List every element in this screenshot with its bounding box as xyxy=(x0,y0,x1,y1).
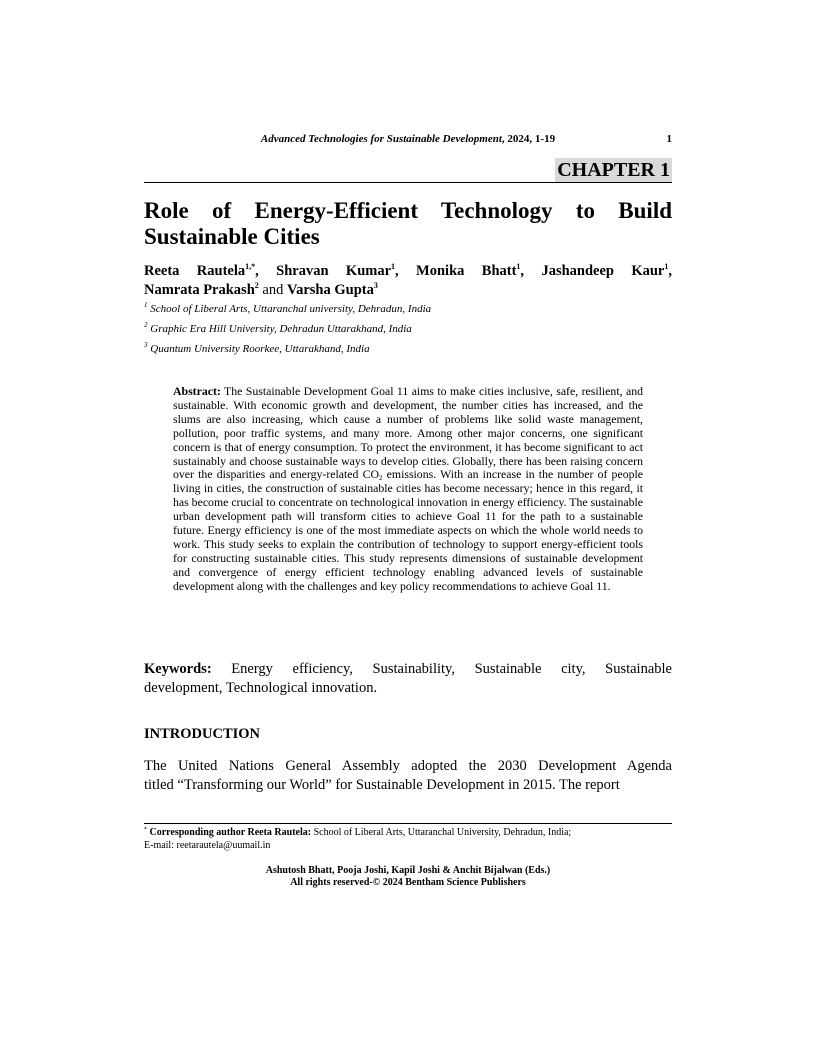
header-rule xyxy=(144,182,672,183)
editors-line: Ashutosh Bhatt, Pooja Joshi, Kapil Joshi & Anchit Bijalwan (Eds.) xyxy=(265,865,551,876)
affiliation: $^2$ Graphic Era Hill University, Dehradun Uttarakhand, India xyxy=(144,321,412,335)
author-affil-mark: 1 xyxy=(664,262,669,271)
running-header xyxy=(144,133,672,145)
author-list xyxy=(144,262,672,300)
chapter-label: CHAPTER 1 xyxy=(557,159,670,181)
footnote: * Corresponding author Reeta Rautela: School of Liberal Arts, Uttaranchal University, Dehradun, India; E-mail: reetarautela@uumail.in xyxy=(144,827,572,851)
body-text: The United Nations General Assembly adopted the 2030 Development Agenda titled “Transforming our World” for Sustainable Development in 2015. The report xyxy=(144,758,672,793)
author-name: Jashandeep Kaur xyxy=(541,263,665,279)
author-affil-mark: 3 xyxy=(373,281,378,290)
abstract-label: Abstract: xyxy=(173,384,221,398)
title-line-2: Sustainable Cities xyxy=(144,224,320,249)
affiliation: $^3$ Quantum University Roorkee, Uttarakhand, India xyxy=(144,341,370,355)
copyright-line: All rights reserved-© 2024 Bentham Science Publishers xyxy=(290,877,526,888)
affiliation: $^1$ School of Liberal Arts, Uttaranchal university, Dehradun, India xyxy=(144,301,432,315)
author-line-2: Namrata Prakash$^2$ and Varsha Gupta$^3$ xyxy=(144,281,378,298)
journal-title: Advanced Technologies for Sustainable Development xyxy=(260,133,502,145)
keywords: Keywords: Energy efficiency, Sustainability, Sustainable city, Sustainable development, Technological innovation. xyxy=(144,661,672,696)
author-affil-mark: 1 xyxy=(391,262,396,271)
author-name: Shravan Kumar xyxy=(276,263,392,279)
abstract: Abstract: The Sustainable Development Goal 11 aims to make cities inclusive, safe, resilient, and sustainable. With economic growth and development, the number cities has increased, and the slums are also increasing, which cause a number of problems like solid waste management, pollution, poor traffic systems, and many more. Among other major concerns, one significant concern is that of energy consumption. To protect the environment, it has become significant to act sustainably and choose sustainable ways to develop cities. Globally, there has been raising concern over the disparities and energy-related $CO_2$ emissions. With an increase in the number of people living in cities, the construction of sustainable cities has become necessary; hence in this regard, it has become crucial to concentrate on technological innovation in energy efficiency. The sustainable urban development path will transform cities to achieve Goal 11 for the path to a sustainable future. Energy efficiency is one of the most immediate aspects on which the whole world needs to work. This study seeks to explain the contribution of technology to support energy-efficient tools for constructing sustainable cities. This study represents dimensions of sustainable development and convergence of energy efficient technology enabling advanced levels of sustainable development along with the challenges and key policy recommendations to achieve Goal 11. xyxy=(173,384,643,593)
paper-title xyxy=(144,198,672,250)
page-number: 1 xyxy=(666,133,672,145)
footnote-email: E-mail: reetarautela@uumail.in xyxy=(144,840,271,851)
author-name: Varsha Gupta xyxy=(286,282,374,298)
footnote-rule xyxy=(144,823,672,824)
author-affil-mark: 2 xyxy=(254,281,259,290)
author-line-1: Reeta Rautela$^{1,*}$, Shravan Kumar$^1$, Monika Bhatt$^1$, Jashandeep Kaur$^1$, xyxy=(144,262,672,279)
author-affil-mark: 1,* xyxy=(245,262,256,271)
author-name: Monika Bhatt xyxy=(416,263,517,279)
keywords-label: Keywords: xyxy=(144,661,212,677)
journal-info: , 2024, 1-19 xyxy=(501,133,556,145)
author-name: Reeta Rautela xyxy=(144,263,246,279)
section-heading: INTRODUCTION xyxy=(144,726,261,742)
author-affil-mark: 1 xyxy=(516,262,521,271)
page-footer xyxy=(144,865,672,889)
title-line-1: Role of Energy-Efficient Technology to Build xyxy=(144,198,672,223)
author-name: Namrata Prakash xyxy=(144,282,255,298)
